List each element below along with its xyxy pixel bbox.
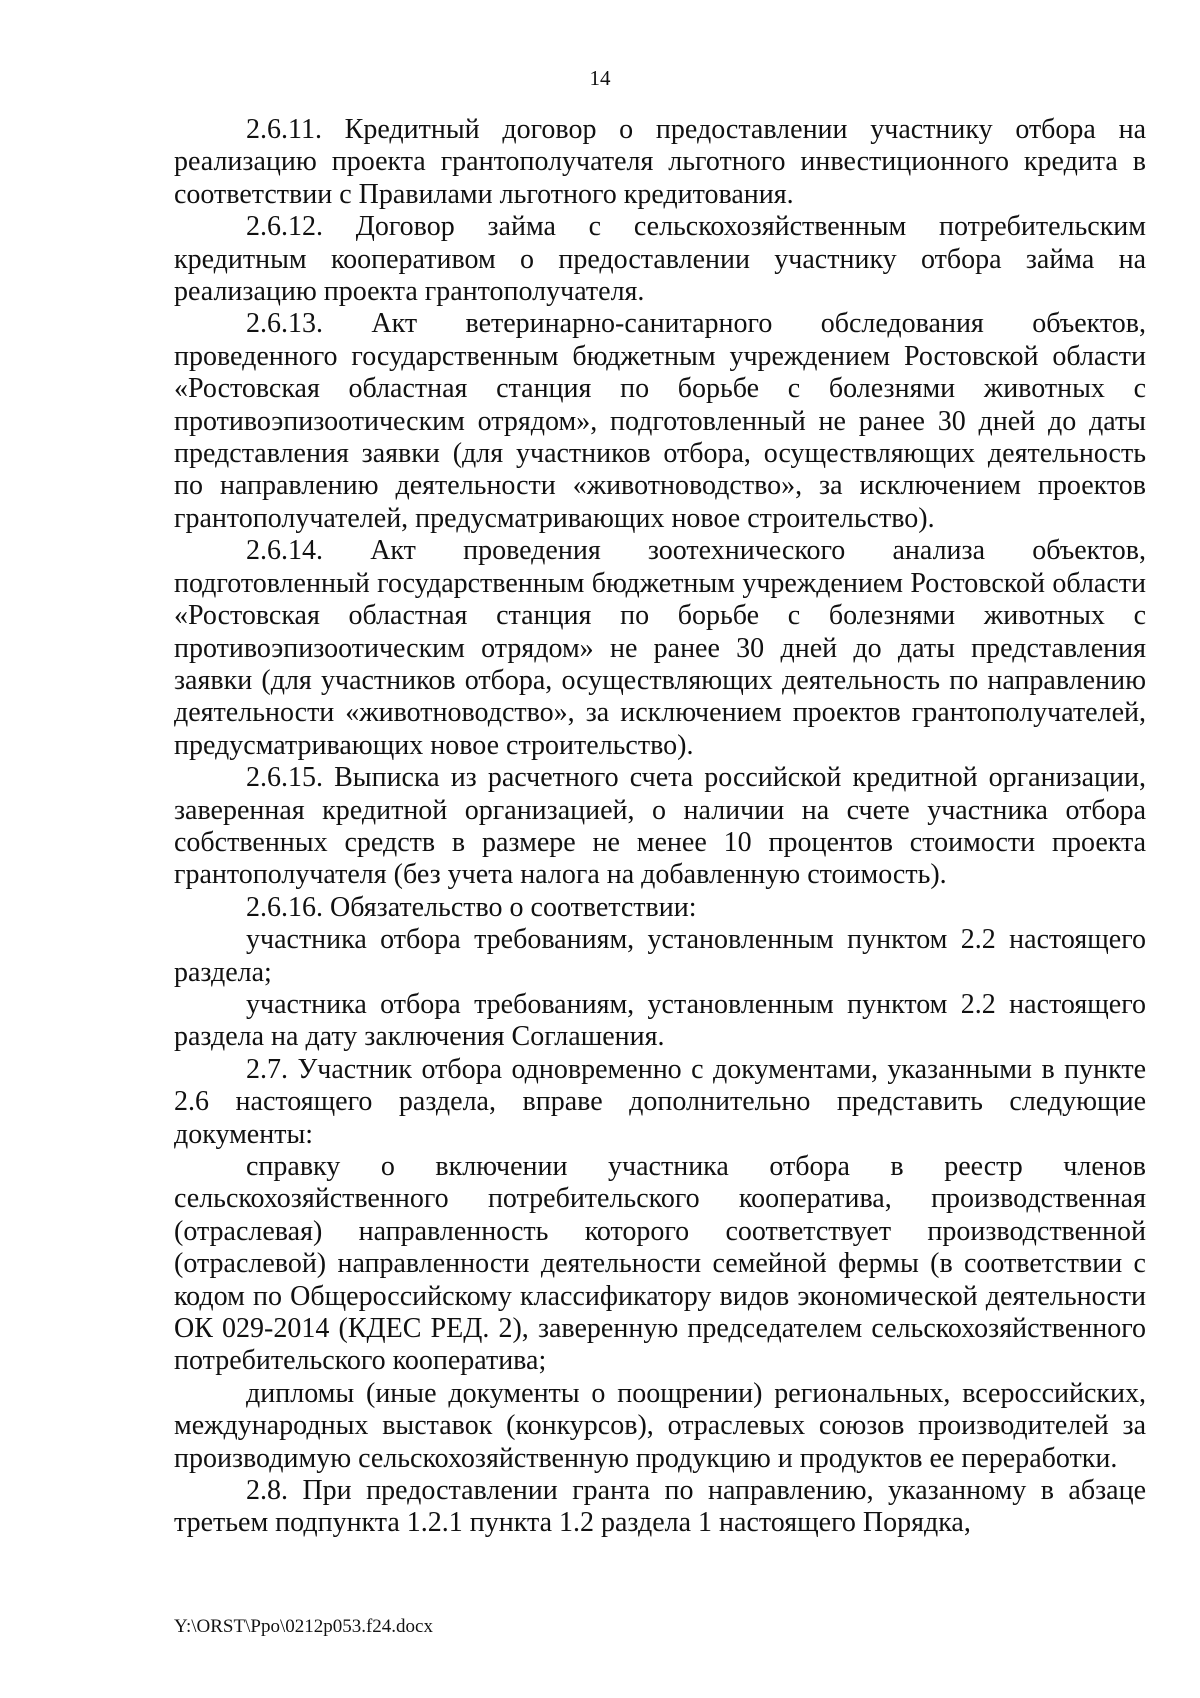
paragraph-2-8: 2.8. При предоставлении гранта по направлению, указанному в абзаце третьем подпункта 1.2.1 пункта 1.2 раздела 1 настоящего Порядка, [174, 1475, 1146, 1539]
paragraph-2-7: 2.7. Участник отбора одновременно с документами, указанными в пункте 2.6 настоящего раздела, вправе дополнительно представить следующие документы: [174, 1053, 1146, 1150]
page-number: 14 [589, 66, 611, 90]
paragraph-2-6-12: 2.6.12. Договор займа с сельскохозяйственным потребительским кредитным кооперативом о предоставлении участнику отбора займа на реализацию проекта грантополучателя. [174, 211, 1146, 308]
paragraph-2-6-16: 2.6.16. Обязательство о соответствии: [246, 891, 697, 923]
paragraph-2-6-15: 2.6.15. Выписка из расчетного счета российской кредитной организации, заверенная кредитной организацией, о наличии на счете участника отбора собственных средств в размере не менее 10 процентов стоимости проекта грантополучателя (без учета налога на добавленную стоимость). [174, 762, 1146, 891]
document-body [174, 114, 1146, 1540]
paragraph-2-6-14: 2.6.14. Акт проведения зоотехнического анализа объектов, подготовленный государственным бюджетным учреждением Ростовской области «Ростовская областная станция по борьбе с болезнями животных с противоэпизоотическим отрядом» не ранее 30 дней до даты представления заявки (для участников отбора, осуществляющих деятельность по направлению деятельности «животноводство», за исключением проектов грантополучателей, предусматривающих новое строительство). [174, 535, 1146, 761]
paragraph-2-6-16-item-1: участника отбора требованиям, установленным пунктом 2.2 настоящего раздела; [174, 924, 1146, 988]
paragraph-2-6-16-item-2: участника отбора требованиям, установленным пунктом 2.2 настоящего раздела на дату заключения Соглашения. [174, 988, 1146, 1053]
paragraph-2-7-item-2: дипломы (иные документы о поощрении) региональных, всероссийских, международных выставок (конкурсов), отраслевых союзов производителей за производимую сельскохозяйственную продукцию и продуктов ее переработки. [174, 1377, 1146, 1474]
paragraph-2-6-13: 2.6.13. Акт ветеринарно-санитарного обследования объектов, проведенного государственным бюджетным учреждением Ростовской области «Ростовская областная станция по борьбе с болезнями животных с противоэпизоотическим отрядом», подготовленный не ранее 30 дней до даты представления заявки (для участников отбора, осуществляющих деятельность по направлению деятельности «животноводство», за исключением проектов грантополучателей, предусматривающих новое строительство). [174, 308, 1146, 534]
paragraph-2-7-item-1: справку о включении участника отбора в реестр членов сельскохозяйственного потребительского кооператива, производственная (отраслевая) направленность которого соответствует производственной (отраслевой) направленности деятельности семейной фермы (в соответствии с кодом по Общероссийскому классификатору видов экономической деятельности ОК 029-2014 (КДЕС РЕД. 2), заверенную председателем сельскохозяйственного потребительского кооператива; [174, 1151, 1146, 1377]
paragraph-2-6-11: 2.6.11. Кредитный договор о предоставлении участнику отбора на реализацию проекта грантополучателя льготного инвестиционного кредита в соответствии с Правилами льготного кредитования. [174, 114, 1146, 210]
footer-file-path: Y:\ORST\Ppo\0212p053.f24.docx [174, 1616, 433, 1637]
